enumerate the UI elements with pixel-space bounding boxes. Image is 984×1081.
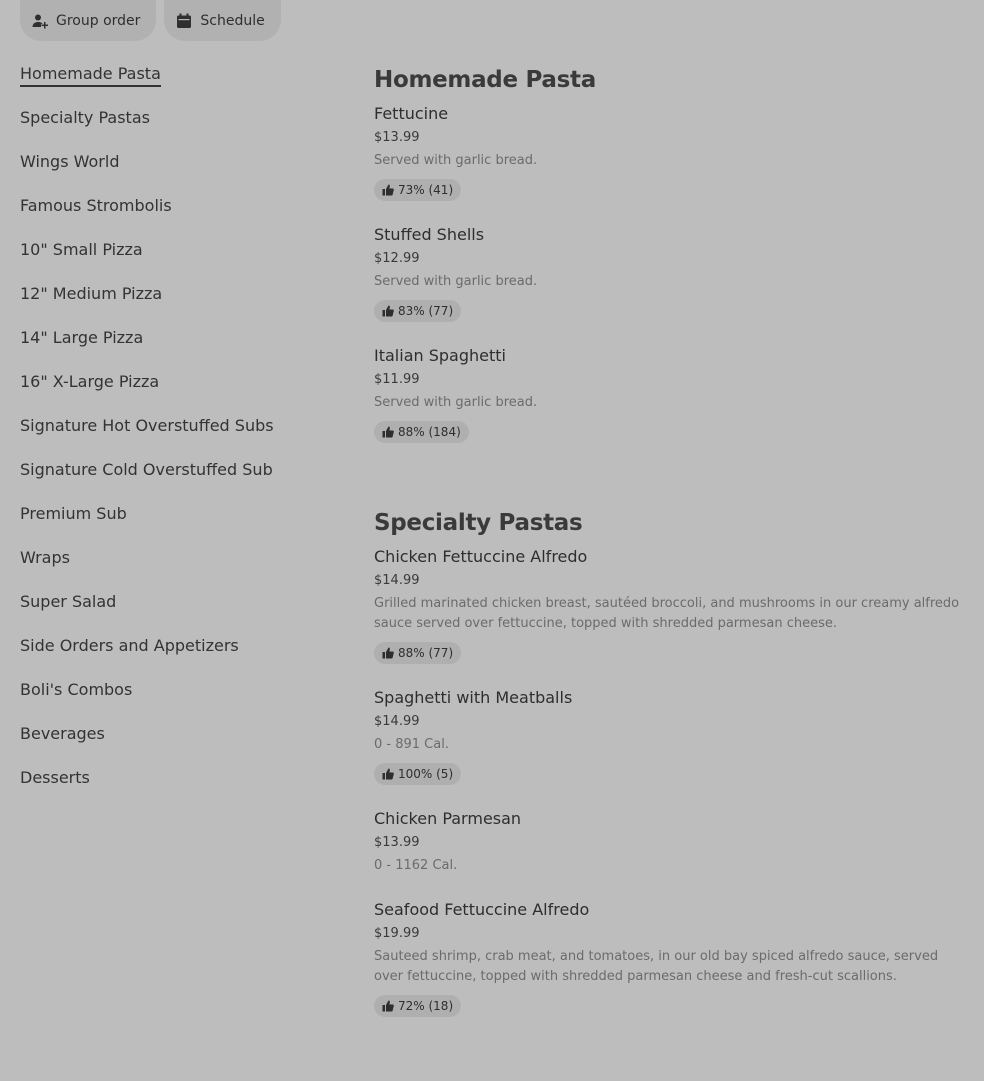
sidebar-item-small-pizza[interactable]: 10" Small Pizza — [20, 240, 143, 259]
item-description: Sauteed shrimp, crab meat, and tomatoes, in our old bay spiced alfredo sauce, served over fettuccine, topped with shredded parmesan cheese and fresh-cut scallions. — [374, 949, 939, 984]
rating-badge — [374, 995, 461, 1017]
thumbs-up-icon — [382, 647, 394, 659]
thumbs-up-icon — [382, 768, 394, 780]
item-price: $11.99 — [374, 372, 420, 387]
sidebar-item-large-pizza[interactable]: 14" Large Pizza — [20, 328, 144, 347]
rating-badge — [374, 300, 461, 322]
menu-section-homemade-pasta — [374, 62, 964, 443]
menu-item-spaghetti-with-meatballs[interactable] — [374, 686, 964, 785]
menu-item-chicken-fettuccine-alfredo[interactable] — [374, 545, 964, 664]
item-description: Grilled marinated chicken breast, sautéed broccoli, and mushrooms in our creamy alfredo sauce served over fettuccine, topped with shredded parmesan cheese. — [374, 596, 960, 631]
group-order-label: Group order — [56, 12, 141, 29]
rating-text: 100% (5) — [398, 767, 454, 781]
menu-item-seafood-fettuccine-alfredo[interactable] — [374, 898, 964, 1017]
item-name: Stuffed Shells — [374, 225, 485, 244]
item-price: $13.99 — [374, 835, 420, 850]
section-title: Specialty Pastas — [374, 510, 583, 536]
menu-section-specialty-pastas — [374, 505, 964, 1017]
item-description: Served with garlic bread. — [374, 395, 538, 410]
group-order-button[interactable] — [20, 0, 156, 41]
sidebar-item-bolis-combos[interactable]: Boli's Combos — [20, 680, 133, 699]
section-spacer — [374, 465, 964, 505]
item-name: Italian Spaghetti — [374, 346, 506, 365]
thumbs-up-icon — [382, 184, 394, 196]
sidebar-item-cold-sub[interactable]: Signature Cold Overstuffed Sub — [20, 460, 273, 479]
sidebar-item-specialty-pastas[interactable]: Specialty Pastas — [20, 108, 150, 127]
sidebar-item-hot-subs[interactable]: Signature Hot Overstuffed Subs — [20, 416, 274, 435]
sidebar-item-wings-world[interactable]: Wings World — [20, 152, 120, 171]
sidebar-item-premium-sub[interactable]: Premium Sub — [20, 504, 127, 523]
sidebar-item-desserts[interactable]: Desserts — [20, 768, 90, 787]
item-description: Served with garlic bread. — [374, 153, 538, 168]
sidebar-item-famous-strombolis[interactable]: Famous Strombolis — [20, 196, 172, 215]
rating-badge — [374, 179, 461, 201]
item-name: Spaghetti with Meatballs — [374, 688, 573, 707]
item-name: Chicken Parmesan — [374, 809, 522, 828]
sidebar-item-wraps[interactable]: Wraps — [20, 548, 70, 567]
group-add-icon — [32, 13, 48, 29]
sidebar-item-side-orders[interactable]: Side Orders and Appetizers — [20, 636, 239, 655]
menu-item-chicken-parmesan[interactable] — [374, 807, 964, 876]
thumbs-up-icon — [382, 305, 394, 317]
thumbs-up-icon — [382, 426, 394, 438]
sidebar-item-super-salad[interactable]: Super Salad — [20, 592, 117, 611]
rating-text: 72% (18) — [398, 999, 454, 1013]
rating-text: 83% (77) — [398, 304, 454, 318]
sidebar-item-homemade-pasta[interactable]: Homemade Pasta — [20, 60, 320, 104]
section-title: Homemade Pasta — [374, 67, 596, 93]
item-description: Served with garlic bread. — [374, 274, 538, 289]
rating-badge — [374, 642, 461, 664]
sidebar-item-medium-pizza[interactable]: 12" Medium Pizza — [20, 284, 163, 303]
item-price: $13.99 — [374, 130, 420, 145]
calendar-icon — [176, 13, 192, 29]
rating-badge — [374, 421, 469, 443]
item-calories: 0 - 891 Cal. — [374, 737, 449, 752]
category-sidebar — [20, 60, 320, 808]
schedule-label: Schedule — [200, 12, 265, 29]
item-name: Seafood Fettuccine Alfredo — [374, 900, 590, 919]
item-price: $14.99 — [374, 714, 420, 729]
top-actions — [20, 0, 281, 41]
item-price: $12.99 — [374, 251, 420, 266]
schedule-button[interactable] — [164, 0, 280, 41]
menu-main — [374, 62, 964, 1039]
rating-text: 88% (184) — [398, 425, 461, 439]
menu-item-stuffed-shells[interactable] — [374, 223, 964, 322]
item-price: $14.99 — [374, 573, 420, 588]
item-name: Chicken Fettuccine Alfredo — [374, 547, 588, 566]
sidebar-item-xlarge-pizza[interactable]: 16" X-Large Pizza — [20, 372, 160, 391]
thumbs-up-icon — [382, 1000, 394, 1012]
menu-item-italian-spaghetti[interactable] — [374, 344, 964, 443]
menu-item-fettucine[interactable] — [374, 102, 964, 201]
item-calories: 0 - 1162 Cal. — [374, 858, 458, 873]
sidebar-item-beverages[interactable]: Beverages — [20, 724, 105, 743]
rating-text: 88% (77) — [398, 646, 454, 660]
rating-text: 73% (41) — [398, 183, 454, 197]
item-name: Fettucine — [374, 104, 449, 123]
rating-badge — [374, 763, 461, 785]
item-price: $19.99 — [374, 926, 420, 941]
